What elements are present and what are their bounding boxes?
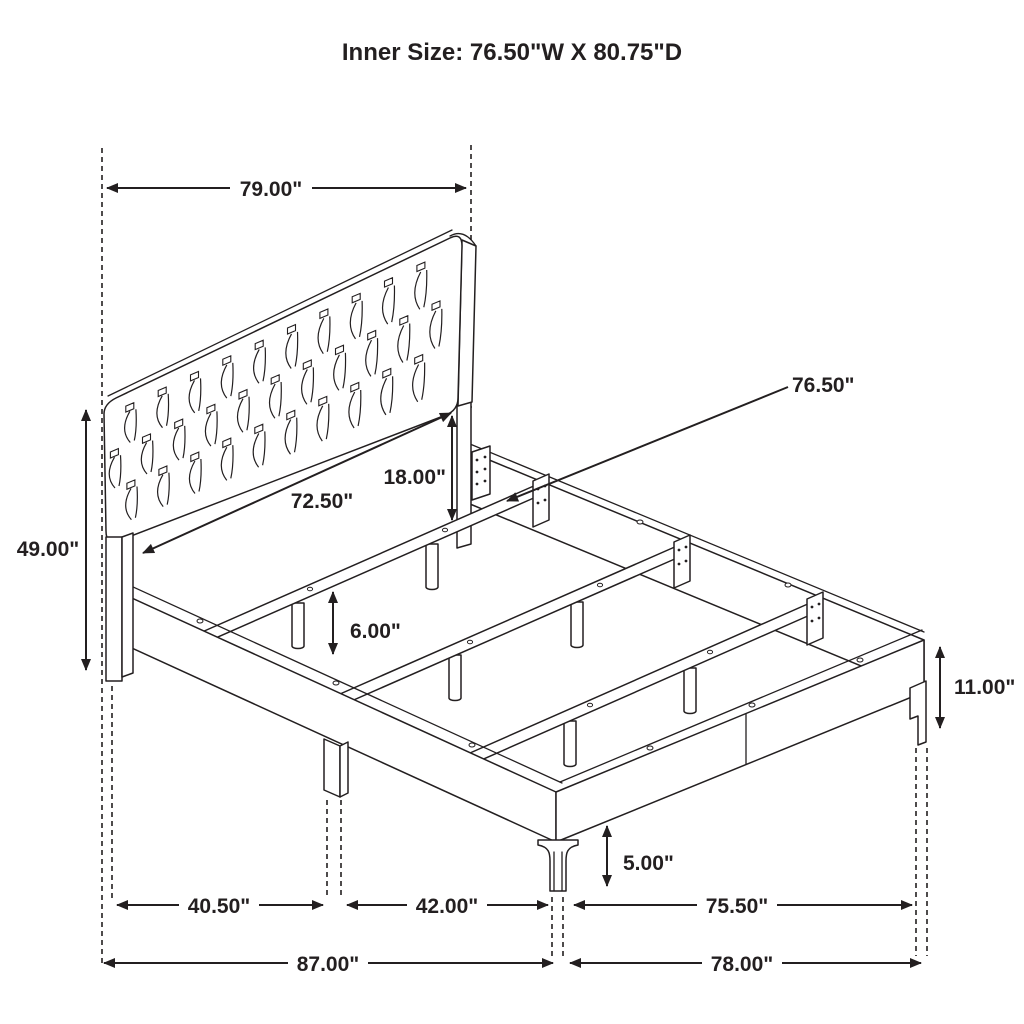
dim-label: 72.50" — [290, 490, 354, 513]
dim-support-leg-height — [333, 592, 401, 654]
dim-overall-depth — [104, 953, 553, 976]
dim-headboard-height — [17, 410, 86, 670]
support-leg — [426, 544, 438, 590]
bed-frame-drawing — [104, 230, 926, 891]
headboard-leg — [106, 533, 133, 681]
front-foot-leg — [538, 840, 578, 891]
dim-side-rail-height — [940, 647, 1015, 728]
dim-label: 87.00" — [296, 953, 360, 976]
left-side-rail — [112, 581, 562, 842]
dim-label: 49.00" — [16, 538, 80, 561]
support-leg — [292, 603, 304, 649]
dim-front-leg-height — [607, 826, 674, 886]
dim-head-to-mid-leg — [117, 895, 323, 918]
mounting-bracket — [472, 446, 490, 500]
dim-label: 75.50" — [705, 895, 769, 918]
dim-headboard-width — [107, 178, 466, 201]
dim-label: 78.00" — [710, 953, 774, 976]
dim-label: 76.50" — [792, 374, 855, 397]
dim-overall-width — [570, 953, 921, 976]
extension-lines — [102, 145, 927, 966]
dim-foot-rail-span — [574, 895, 912, 918]
rail-bracket — [674, 535, 690, 588]
support-leg — [684, 668, 696, 714]
dim-label: 5.00" — [623, 852, 674, 875]
support-leg — [564, 721, 576, 767]
page-title: Inner Size: 76.50"W X 80.75"D — [341, 39, 683, 66]
dim-label: 79.00" — [239, 178, 303, 201]
dim-label: 40.50" — [187, 895, 251, 918]
corner-leg — [910, 681, 926, 745]
dim-label: 18.00" — [383, 466, 446, 489]
support-leg — [571, 602, 583, 648]
dim-label: 42.00" — [415, 895, 479, 918]
dim-label: 6.00" — [350, 620, 401, 643]
dimensions — [17, 178, 1016, 976]
mid-leg — [324, 739, 348, 797]
rail-bracket — [807, 592, 823, 645]
dim-inner-width — [507, 374, 855, 501]
support-leg — [449, 655, 461, 701]
dim-mid-leg-to-foot — [347, 895, 548, 918]
rail-bracket — [533, 474, 549, 527]
dim-label: 11.00" — [954, 676, 1016, 699]
